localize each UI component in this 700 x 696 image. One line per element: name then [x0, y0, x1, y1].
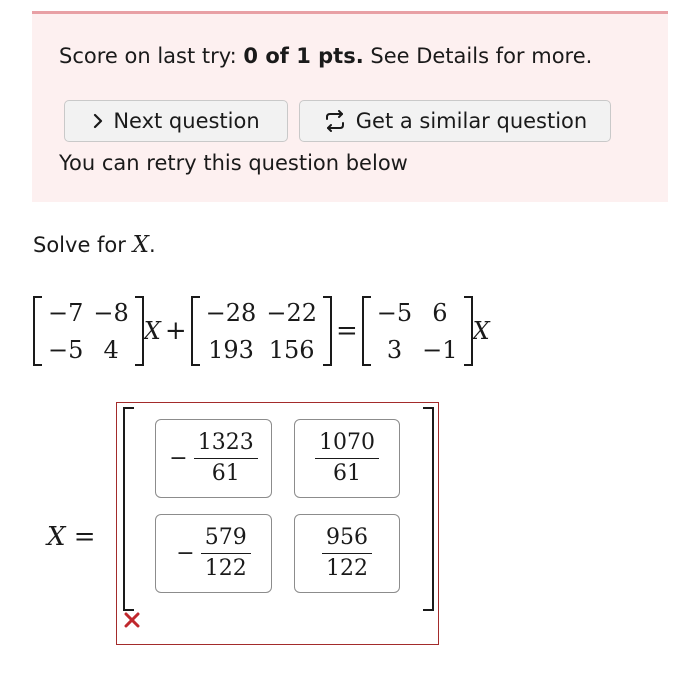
matrix-equation	[33, 292, 490, 370]
fraction-denominator: 122	[326, 556, 368, 581]
feedback-banner	[32, 11, 668, 202]
similar-question-label: Get a similar question	[355, 109, 588, 133]
matrix-c-cell: 3	[386, 335, 403, 364]
matrix-left-bracket	[191, 296, 200, 366]
matrix-left-bracket	[362, 296, 371, 366]
fraction-numerator: 956	[322, 525, 372, 554]
fraction-sign: −	[176, 541, 195, 566]
matrix-right-bracket	[464, 296, 473, 366]
matrix-b-cell: −22	[266, 298, 317, 327]
incorrect-x-icon	[123, 611, 141, 629]
matrix-b	[191, 294, 332, 368]
matrix-c-cell: −5	[376, 298, 413, 327]
retry-message: You can retry this question below	[59, 151, 408, 175]
fraction-denominator: 122	[204, 556, 247, 581]
fraction-sign: −	[169, 446, 188, 471]
matrix-c-cell: −1	[422, 335, 458, 364]
matrix-a-cell: −8	[93, 298, 129, 327]
answer-matrix-box	[116, 402, 439, 645]
matrix-c-cell: 6	[432, 298, 448, 327]
matrix-c	[362, 294, 473, 368]
chevron-right-icon	[92, 113, 104, 129]
fraction-numerator: 1070	[315, 430, 379, 459]
similar-question-button[interactable]	[299, 100, 611, 142]
fraction	[201, 525, 251, 582]
equation-variable: X	[472, 317, 490, 345]
next-question-button[interactable]	[64, 100, 288, 142]
fraction-denominator: 61	[211, 461, 240, 486]
answer-cell-input[interactable]	[294, 419, 400, 498]
prompt-text: Solve for	[33, 233, 133, 257]
answer-left-bracket	[123, 407, 134, 611]
matrix-right-bracket	[135, 296, 144, 366]
answer-fraction	[169, 430, 257, 487]
prompt-period: .	[148, 233, 156, 257]
answer-label	[47, 522, 96, 552]
answer-right-bracket	[423, 407, 434, 611]
answer-label-variable: X	[47, 522, 66, 552]
equals-sign: =	[335, 316, 358, 346]
answer-fraction	[322, 525, 372, 582]
answer-label-equals: =	[73, 522, 96, 552]
answer-fraction	[176, 525, 250, 582]
matrix-right-bracket	[323, 296, 332, 366]
fraction-denominator: 61	[333, 461, 361, 486]
equation-variable: X	[143, 317, 161, 345]
matrix-b-cell: 193	[208, 335, 254, 364]
fraction-numerator: 579	[201, 525, 251, 554]
fraction-numerator: 1323	[194, 430, 258, 459]
matrix-a	[33, 294, 144, 368]
answer-fraction	[315, 430, 379, 487]
plus-sign: +	[164, 316, 187, 346]
answer-cell-input[interactable]	[155, 514, 272, 593]
matrix-a-cell: −7	[48, 298, 84, 327]
fraction	[194, 430, 258, 487]
score-suffix: See Details for more.	[363, 44, 593, 68]
matrix-a-cell: 4	[103, 335, 119, 364]
matrix-left-bracket	[33, 296, 42, 366]
prompt-variable: X	[132, 232, 149, 258]
answer-cell-input[interactable]	[294, 514, 400, 593]
refresh-arrows-icon	[323, 110, 347, 132]
matrix-b-cell: −28	[205, 298, 257, 327]
answer-cell-input[interactable]	[155, 419, 272, 498]
matrix-b-cell: 156	[268, 335, 315, 364]
fraction	[322, 525, 372, 582]
fraction	[315, 430, 379, 487]
next-question-label: Next question	[113, 109, 260, 133]
score-value: 0 of 1 pts.	[243, 44, 364, 68]
score-prefix: Score on last try:	[59, 44, 244, 68]
question-prompt	[33, 232, 156, 258]
score-line	[59, 44, 592, 68]
matrix-a-cell: −5	[48, 335, 84, 364]
